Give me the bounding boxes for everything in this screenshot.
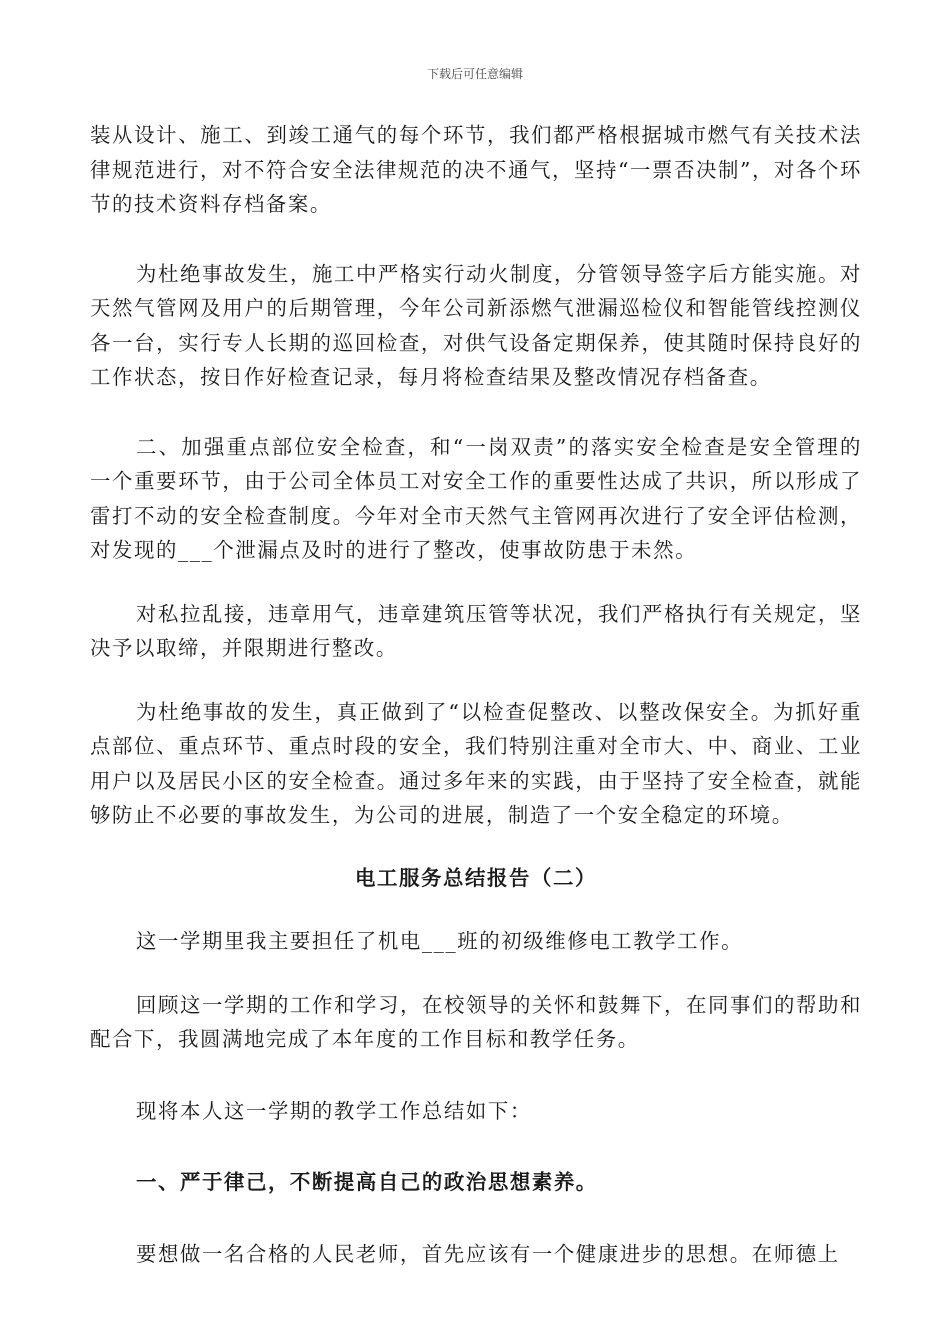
paragraph-illegal-connections: 对私拉乱接，违章用气，违章建筑压管等状况，我们严格执行有关规定，坚决予以取缔，并限期进行整改。 [90,601,862,660]
paragraph-ethics: 要想做一名合格的人民老师，首先应该有一个健康进步的思想。在师德上 [136,1241,840,1266]
document-body [90,118,862,1271]
section-heading-1: 一、严于律己，不断提高自己的政治思想素养。 [136,1170,598,1194]
report-title: 电工服务总结报告（二） [355,865,597,890]
paragraph-key-inspection: 二、加强重点部位安全检查，和“一岗双责”的落实安全检查是安全管理的一个重要环节，由于公司全体员工对安全工作的重要性达成了共识，所以形成了雷打不动的安全检查制度。今年对全市天然气主管网再次进行了安全评估检测，对发现的___个泄漏点及时的进行了整改，使事故防患于未然。 [90,434,862,562]
paragraph-summary-intro: 现将本人这一学期的教学工作总结如下： [136,1098,532,1123]
paragraph-teaching-role: 这一学期里我主要担任了机电___班的初级维修电工教学工作。 [136,929,744,953]
paragraph-review: 回顾这一学期的工作和学习，在校领导的关怀和鼓舞下，在同事们的帮助和配合下，我圆满地完成了本年度的工作目标和教学任务。 [90,992,862,1051]
paragraph-construction-standards: 装从设计、施工、到竣工通气的每个环节，我们都严格根据城市燃气有关技术法律规范进行，对不符合安全法律规范的决不通气，坚持“一票否决制”，对各个环节的技术资料存档备案。 [90,123,862,216]
page-header-note: 下载后可任意编辑 [426,67,523,81]
paragraph-fire-control: 为杜绝事故发生，施工中严格实行动火制度，分管领导签字后方能实施。对天然气管网及用户的后期管理，今年公司新添燃气泄漏巡检仪和智能管线控测仪各一台，实行专人长期的巡回检查，对供气设备定期保养，使其随时保持良好的工作状态，按日作好检查记录，每月将检查结果及整改情况存档备查。 [90,261,862,389]
paragraph-safety-environment: 为杜绝事故的发生，真正做到了“以检查促整改、以整改保安全。为抓好重点部位、重点环节、重点时段的安全，我们特别注重对全市大、中、商业、工业用户以及居民小区的安全检查。通过多年来的实践，由于坚持了安全检查，就能够防止不必要的事故发生，为公司的进展，制造了一个安全稳定的环境。 [90,699,862,827]
